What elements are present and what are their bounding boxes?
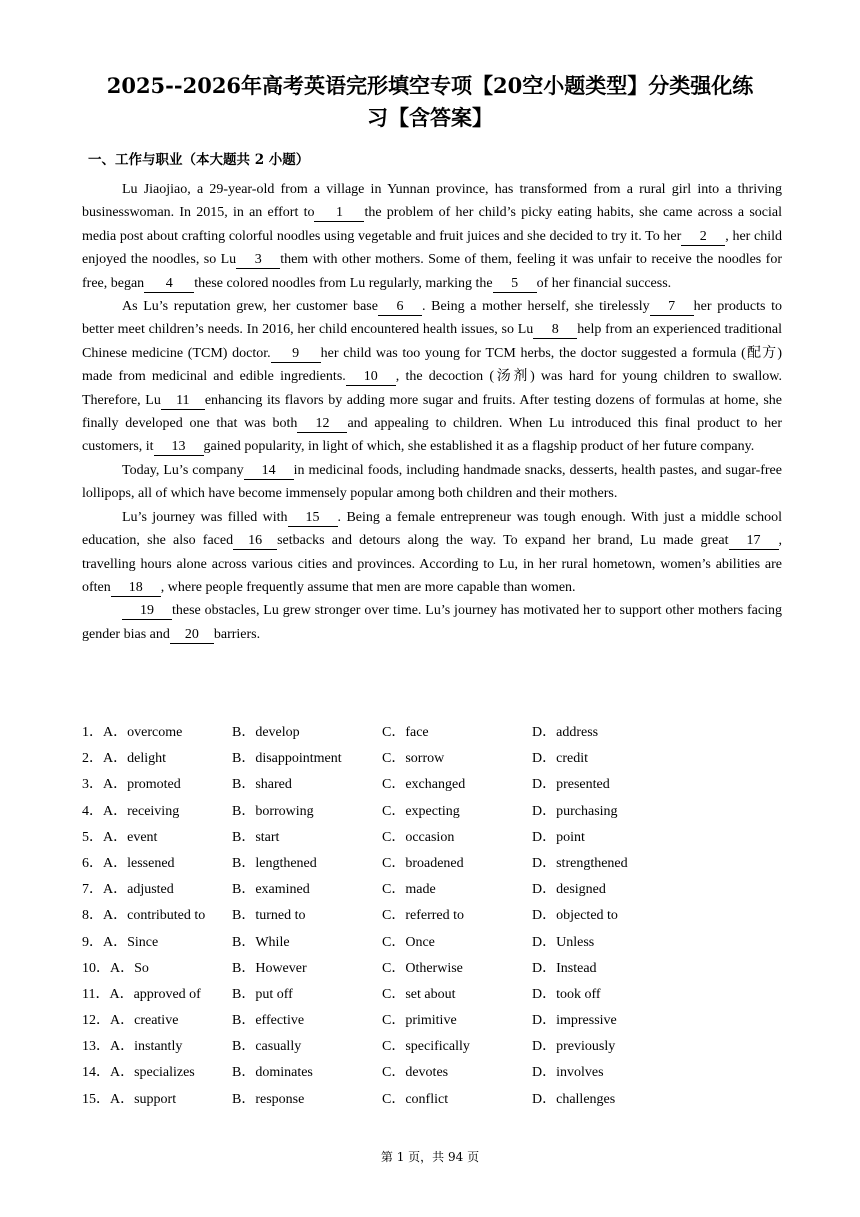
title-line-2: 习【含答案】 xyxy=(367,105,493,130)
option-a: 5．A．event xyxy=(82,829,158,845)
section-heading: 一、工作与职业（本大题共 2 小题） xyxy=(88,152,310,168)
option-c: C．primitive xyxy=(382,1013,457,1029)
option-d: D．previously xyxy=(532,1039,616,1055)
option-d: D．impressive xyxy=(532,1013,617,1029)
option-a: 6．A．lessened xyxy=(82,855,175,871)
option-b: B．borrowing xyxy=(232,803,314,819)
option-b: B．lengthened xyxy=(232,855,317,871)
paragraph-2: As Lu’s reputation grew, her customer base 6 . Being a mother herself, she tirelessly 7 her products to better meet children’s needs. In 2016, her child encountered health issues, so Lu 8 help from an experienced traditional Chinese medicine (TCM) doctor. 9 her child was too young for TCM herbs, the doctor suggested a formula (配方) made from medicinal and edible ingredients. 10 , the decoction (汤剂) was hard for young children to swallow. Therefore, Lu 11 enhancing its flavors by adding more sugar and fruits. After testing dozens of formulas at home, she finally developed one that was both 12 and appealing to children. When Lu introduced this final product to her customers, it 13 gained popularity, in light of which, she established it as a flagship product of her future company. xyxy=(82,299,783,455)
paragraph-1: Lu Jiaojiao, a 29-year-old from a village in Yunnan province, has transformed from a rural girl into a thriving businesswoman. In 2015, in an effort to 1 the problem of her child’s picky eating habits, she came across a social media post about crafting colorful noodles using vegetable and fruit juices and she decided to try it. To her 2 , her child enjoyed the noodles, so Lu 3 them with other mothers. Some of them, feeling it was unfair to receive the noodles for free, began 4 these colored noodles from Lu regularly, marking the 5 of her financial success. xyxy=(82,182,783,291)
option-row xyxy=(82,931,782,957)
option-b: B．effective xyxy=(232,1013,305,1029)
option-a: 15．A．support xyxy=(82,1091,177,1107)
blank-8: 8 xyxy=(533,321,577,339)
paragraph-5: 19 these obstacles, Lu grew stronger over time. Lu’s journey has motivated her to support other mothers facing gender bias and 20 barriers. xyxy=(82,603,782,642)
paragraph-3: Today, Lu’s company 14 in medicinal foods, including handmade snacks, desserts, health pastes, and sugar-free lollipops, all of which have become immensely popular among both children and their mothers. xyxy=(82,462,782,502)
blank-19: 19 xyxy=(122,602,172,620)
option-c: C．occasion xyxy=(382,829,455,845)
option-d: D．credit xyxy=(532,751,588,767)
document-title xyxy=(70,70,790,134)
option-c: C．referred to xyxy=(382,908,465,924)
option-b: B．examined xyxy=(232,882,310,898)
blank-16: 16 xyxy=(233,532,277,550)
option-a: 8．A．contributed to xyxy=(82,908,206,924)
option-row xyxy=(82,800,782,826)
option-row xyxy=(82,904,782,930)
option-a: 14．A．specializes xyxy=(82,1065,195,1081)
blank-3: 3 xyxy=(236,251,280,269)
option-a: 4．A．receiving xyxy=(82,803,180,819)
option-d: D．address xyxy=(532,725,599,740)
option-a: 13．A．instantly xyxy=(82,1039,183,1055)
option-c: C．broadened xyxy=(382,855,464,871)
option-c: C．set about xyxy=(382,986,456,1002)
option-d: D．objected to xyxy=(532,908,618,924)
cloze-passage xyxy=(82,178,782,646)
option-b: B．disappointment xyxy=(232,751,342,767)
option-b: B．However xyxy=(232,960,307,976)
blank-7: 7 xyxy=(650,298,694,316)
option-c: C．specifically xyxy=(382,1039,470,1055)
blank-17: 17 xyxy=(729,532,779,550)
option-c: C．Once xyxy=(382,934,435,950)
option-b: B．put off xyxy=(232,986,293,1002)
blank-6: 6 xyxy=(378,298,422,316)
option-a: 12．A．creative xyxy=(82,1013,179,1029)
option-c: C．face xyxy=(382,725,429,740)
option-c: C．conflict xyxy=(382,1091,449,1107)
option-c: C．expecting xyxy=(382,803,460,819)
option-d: D．strengthened xyxy=(532,855,628,871)
option-a: 2．A．delight xyxy=(82,751,166,767)
option-a: 9．A．Since xyxy=(82,934,159,950)
option-d: D．presented xyxy=(532,777,610,793)
blank-12: 12 xyxy=(297,415,347,433)
option-a: 1．A．overcome xyxy=(82,725,183,740)
option-row xyxy=(82,878,782,904)
option-c: C．sorrow xyxy=(382,751,445,767)
option-d: D．challenges xyxy=(532,1091,616,1107)
option-d: D．Instead xyxy=(532,960,597,976)
option-row xyxy=(82,1035,782,1061)
option-b: B．develop xyxy=(232,725,300,740)
option-row xyxy=(82,747,782,773)
blank-10: 10 xyxy=(346,368,396,386)
blank-18: 18 xyxy=(111,579,161,597)
option-row xyxy=(82,826,782,852)
option-d: D．Unless xyxy=(532,934,595,950)
blank-9: 9 xyxy=(271,345,321,363)
blank-20: 20 xyxy=(170,626,214,644)
option-a: 3．A．promoted xyxy=(82,777,181,793)
option-b: B．dominates xyxy=(232,1065,313,1081)
option-row xyxy=(82,1088,782,1114)
answer-options xyxy=(82,721,782,1114)
option-d: D．took off xyxy=(532,986,601,1002)
blank-11: 11 xyxy=(161,392,205,410)
blank-14: 14 xyxy=(244,462,294,480)
option-row xyxy=(82,773,782,799)
option-d: D．purchasing xyxy=(532,803,618,819)
blank-13: 13 xyxy=(154,438,204,456)
option-d: D．point xyxy=(532,829,585,845)
option-row xyxy=(82,852,782,878)
paragraph-4: Lu’s journey was filled with 15 . Being a female entrepreneur was tough enough. With just a middle school education, she also faced 16 setbacks and detours along the way. To expand her brand, Lu made great 17 , travelling hours alone across various cities and provinces. According to Lu, in her rural hometown, women’s abilities are often 18 , where people frequently assume that men are more capable than women. xyxy=(82,509,782,595)
option-a: 7．A．adjusted xyxy=(82,882,174,898)
option-a: 11．A．approved of xyxy=(82,986,201,1002)
blank-15: 15 xyxy=(288,509,338,527)
option-row xyxy=(82,1009,782,1035)
option-b: B．response xyxy=(232,1091,305,1107)
option-row xyxy=(82,1061,782,1087)
blank-1: 1 xyxy=(314,204,364,222)
option-c: C．Otherwise xyxy=(382,960,463,976)
option-c: C．exchanged xyxy=(382,777,466,793)
title-line-1: 2025--2026年高考英语完形填空专项【20空小题类型】分类强化练 xyxy=(106,73,754,98)
option-c: C．made xyxy=(382,882,436,898)
option-row xyxy=(82,721,782,747)
option-d: D．involves xyxy=(532,1065,604,1081)
page-footer: 第 1 页，共 94 页 xyxy=(380,1150,480,1164)
option-b: B．turned to xyxy=(232,908,306,924)
option-b: B．While xyxy=(232,934,290,950)
blank-5: 5 xyxy=(493,275,537,293)
option-c: C．devotes xyxy=(382,1065,449,1081)
blank-4: 4 xyxy=(144,275,194,293)
option-row xyxy=(82,983,782,1009)
option-d: D．designed xyxy=(532,882,606,898)
option-b: B．start xyxy=(232,829,280,845)
option-row xyxy=(82,957,782,983)
option-a: 10．A．So xyxy=(82,960,149,976)
option-b: B．casually xyxy=(232,1039,302,1055)
option-b: B．shared xyxy=(232,777,292,793)
blank-2: 2 xyxy=(681,228,725,246)
